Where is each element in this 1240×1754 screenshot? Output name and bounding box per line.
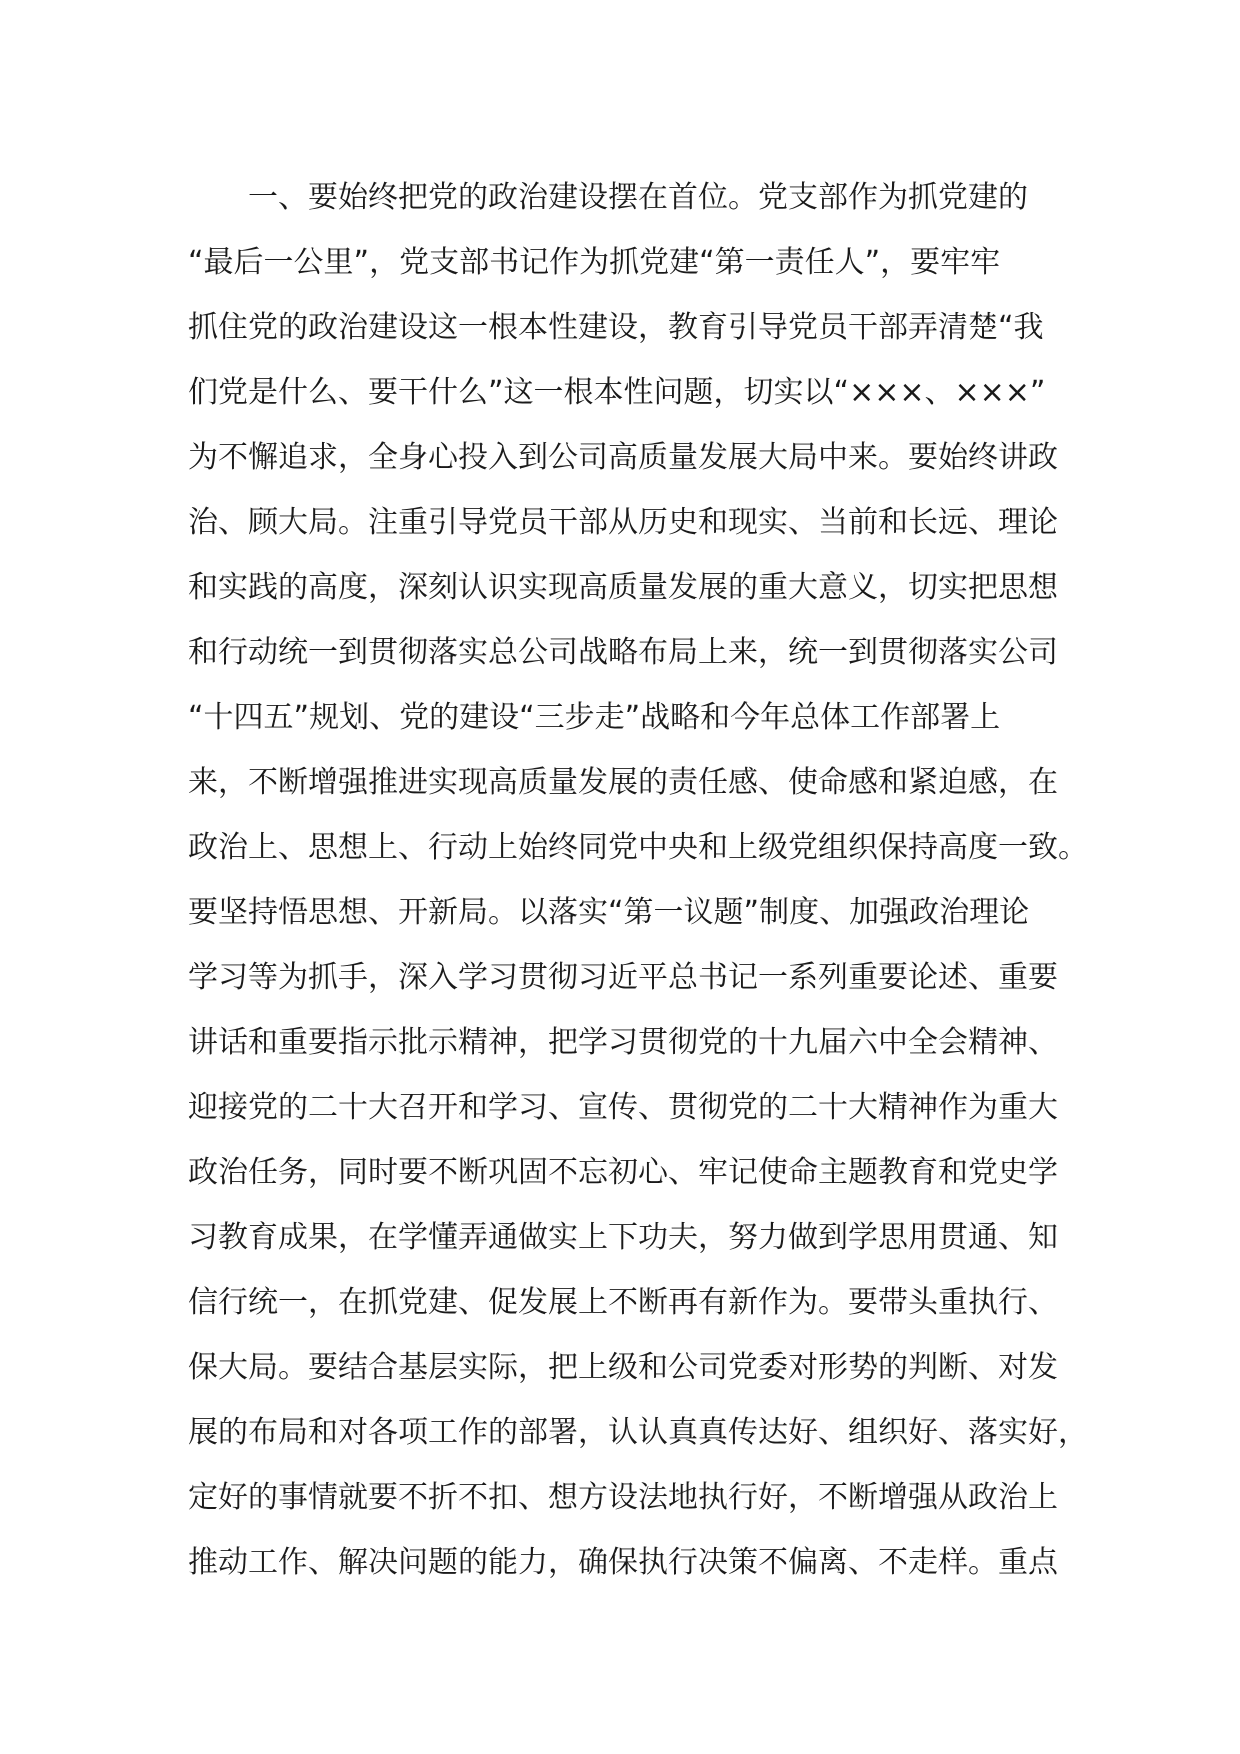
text-line: 治、顾大局。注重引导党员干部从历史和现实、当前和长远、理论 xyxy=(188,505,1058,540)
text-line: 和行动统一到贯彻落实总公司战略布局上来，统一到贯彻落实公司 xyxy=(188,635,1058,670)
text-line: 政治任务，同时要不断巩固不忘初心、牢记使命主题教育和党史学 xyxy=(188,1155,1058,1190)
body-paragraph xyxy=(188,175,1088,1605)
text-line: 们党是什么、要干什么”这一根本性问题，切实以“×××、×××” xyxy=(188,375,1046,410)
text-line: 和实践的高度，深刻认识实现高质量发展的重大意义，切实把思想 xyxy=(188,570,1058,605)
text-line: 讲话和重要指示批示精神，把学习贯彻党的十九届六中全会精神、 xyxy=(188,1025,1058,1060)
text-line: 学习等为抓手，深入学习贯彻习近平总书记一系列重要论述、重要 xyxy=(188,960,1058,995)
text-line: 为不懈追求，全身心投入到公司高质量发展大局中来。要始终讲政 xyxy=(188,440,1058,475)
text-line: 迎接党的二十大召开和学习、宣传、贯彻党的二十大精神作为重大 xyxy=(188,1090,1058,1125)
text-line: 抓住党的政治建设这一根本性建设，教育引导党员干部弄清楚“我 xyxy=(188,310,1044,345)
text-line: “十四五”规划、党的建设“三步走”战略和今年总体工作部署上 xyxy=(188,700,1001,735)
text-line: “最后一公里”，党支部书记作为抓党建“第一责任人”，要牢牢 xyxy=(188,245,1001,280)
text-line: 一、要始终把党的政治建设摆在首位。党支部作为抓党建的 xyxy=(248,180,1028,215)
text-line: 要坚持悟思想、开新局。以落实“第一议题”制度、加强政治理论 xyxy=(188,895,1030,930)
text-line: 保大局。要结合基层实际，把上级和公司党委对形势的判断、对发 xyxy=(188,1350,1058,1385)
text-line: 信行统一，在抓党建、促发展上不断再有新作为。要带头重执行、 xyxy=(188,1285,1058,1320)
text-line: 政治上、思想上、行动上始终同党中央和上级党组织保持高度一致。 xyxy=(188,830,1088,865)
text-line: 展的布局和对各项工作的部署，认认真真传达好、组织好、落实好， xyxy=(188,1415,1088,1450)
text-line: 习教育成果，在学懂弄通做实上下功夫，努力做到学思用贯通、知 xyxy=(188,1220,1058,1255)
text-line: 推动工作、解决问题的能力，确保执行决策不偏离、不走样。重点 xyxy=(188,1545,1058,1580)
text-line: 定好的事情就要不折不扣、想方设法地执行好，不断增强从政治上 xyxy=(188,1480,1058,1515)
text-line: 来，不断增强推进实现高质量发展的责任感、使命感和紧迫感，在 xyxy=(188,765,1058,800)
